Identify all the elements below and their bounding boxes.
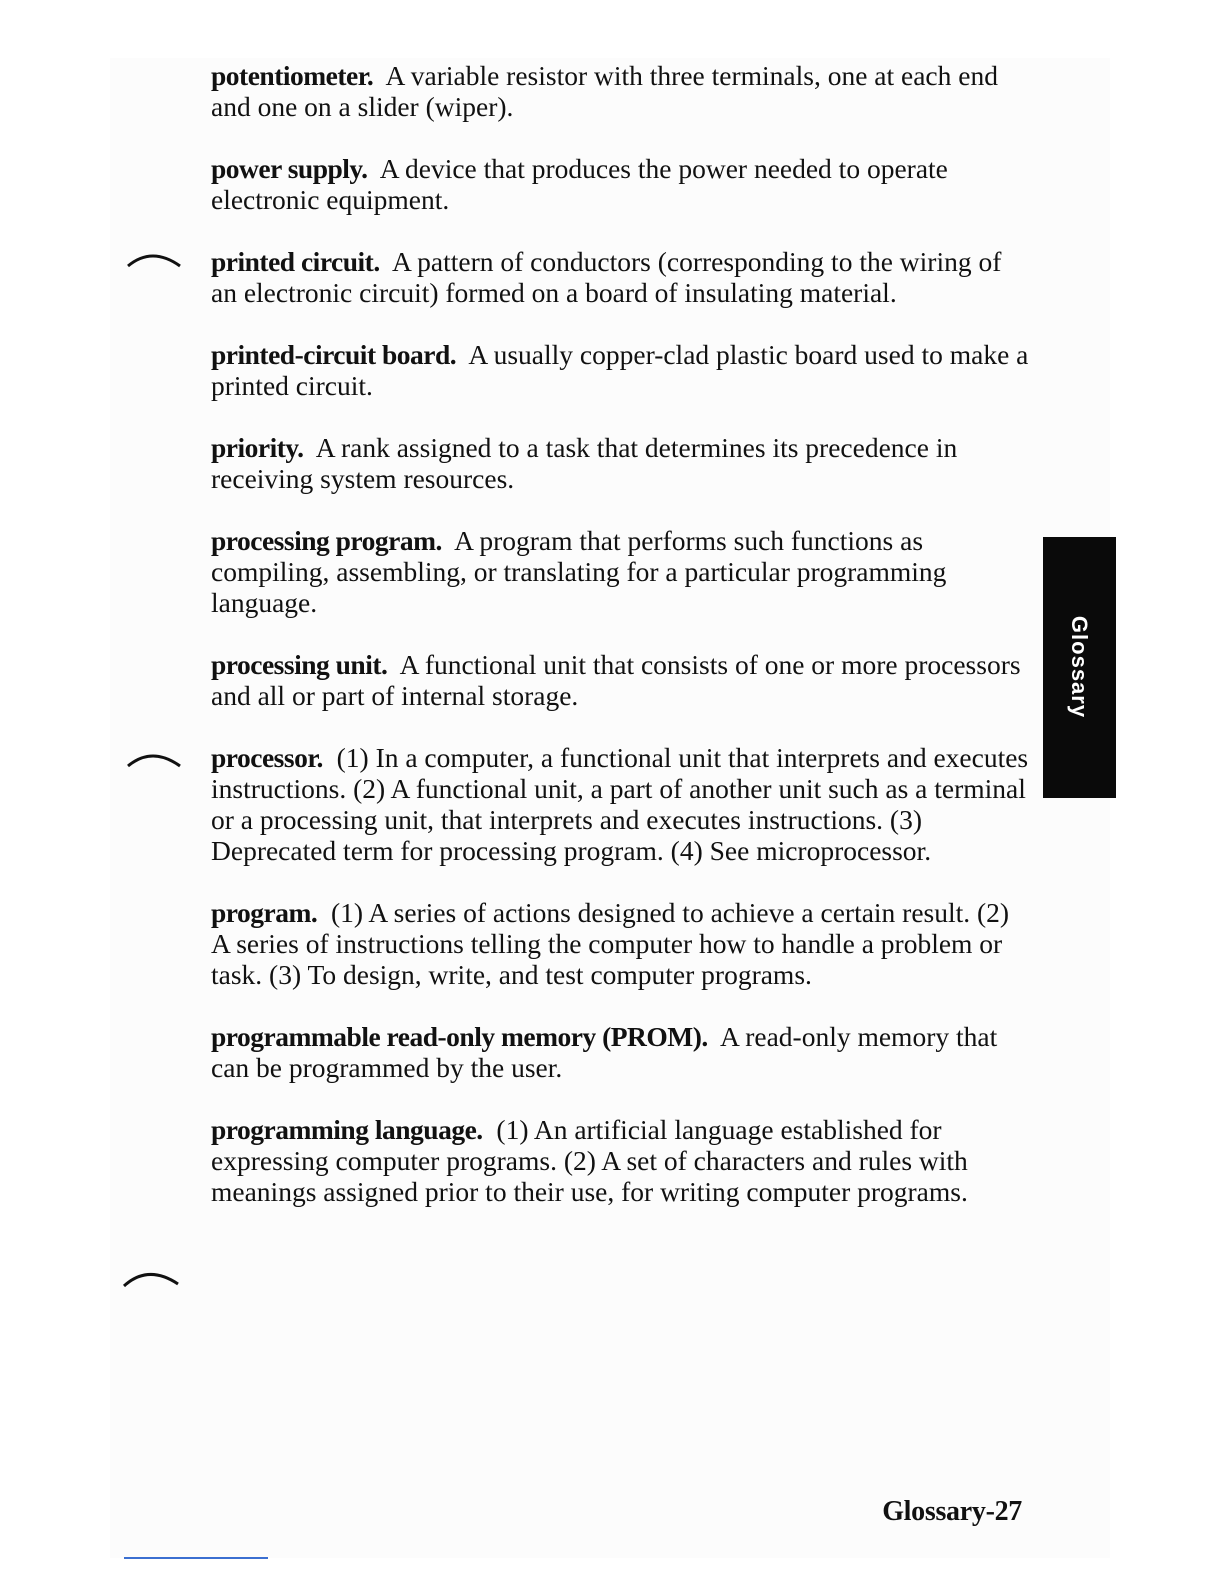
glossary-definition: A device that produces the power needed to operate electronic equipment. xyxy=(211,153,948,215)
glossary-definition: A functional unit that consists of one or more processors and all or part of internal storage. xyxy=(211,649,1021,711)
page-number: Glossary-27 xyxy=(882,1496,1022,1527)
glossary-term: priority. xyxy=(211,432,304,463)
glossary-entry-processing-program xyxy=(211,525,1031,618)
glossary-entry-printed-circuit-board xyxy=(211,339,1031,401)
glossary-definition: A pattern of conductors (corresponding to the wiring of an electronic circuit) formed on a board of insulating material. xyxy=(211,246,1002,308)
glossary-entry-printed-circuit xyxy=(211,246,1031,308)
glossary-definition: A usually copper-clad plastic board used to make a printed circuit. xyxy=(211,339,1029,401)
punch-hole-mark-bottom xyxy=(120,1262,180,1292)
glossary-definition: A read-only memory that can be programmed by the user. xyxy=(211,1021,998,1083)
punch-hole-mark-top xyxy=(124,246,184,276)
glossary-entry-list xyxy=(211,60,1031,1238)
glossary-section-tab xyxy=(1043,537,1116,798)
glossary-term: printed-circuit board. xyxy=(211,339,457,370)
glossary-entry-processing-unit xyxy=(211,649,1031,711)
glossary-entry-program xyxy=(211,897,1031,990)
glossary-term: programmable read-only memory (PROM). xyxy=(211,1021,708,1052)
glossary-term: program. xyxy=(211,897,318,928)
glossary-definition: A variable resistor with three terminals, one at each end and one on a slider (wiper). xyxy=(211,60,998,122)
glossary-entry-programming-language xyxy=(211,1114,1031,1207)
glossary-term: processor. xyxy=(211,742,323,773)
glossary-definition: (1) An artificial language established for expressing computer programs. (2) A set of characters and rules with meanings assigned prior to their use, for writing computer programs. xyxy=(211,1114,968,1207)
glossary-term: programming language. xyxy=(211,1114,483,1145)
glossary-definition: (1) In a computer, a functional unit that interprets and executes instructions. (2) A functional unit, a part of another unit such as a terminal or a processing unit, that interprets and executes instructions. (3) Deprecated term for processing program. (4) See microprocessor. xyxy=(211,742,1029,866)
glossary-term: printed circuit. xyxy=(211,246,380,277)
glossary-entry-potentiometer xyxy=(211,60,1031,122)
glossary-entry-processor xyxy=(211,742,1031,866)
glossary-entry-priority xyxy=(211,432,1031,494)
glossary-entry-prom xyxy=(211,1021,1031,1083)
glossary-definition: A rank assigned to a task that determines its precedence in receiving system resources. xyxy=(211,432,958,494)
bottom-rule xyxy=(124,1557,268,1559)
glossary-term: power supply. xyxy=(211,153,368,184)
glossary-definition: A program that performs such functions as compiling, assembling, or translating for a particular programming language. xyxy=(211,525,947,618)
punch-hole-mark-middle xyxy=(124,746,184,776)
glossary-term: processing unit. xyxy=(211,649,388,680)
glossary-term: processing program. xyxy=(211,525,442,556)
glossary-definition: (1) A series of actions designed to achieve a certain result. (2) A series of instructions telling the computer how to handle a problem or task. (3) To design, write, and test computer programs. xyxy=(211,897,1010,990)
glossary-term: potentiometer. xyxy=(211,60,374,91)
section-tab-label: Glossary xyxy=(1067,615,1092,719)
glossary-entry-power-supply xyxy=(211,153,1031,215)
